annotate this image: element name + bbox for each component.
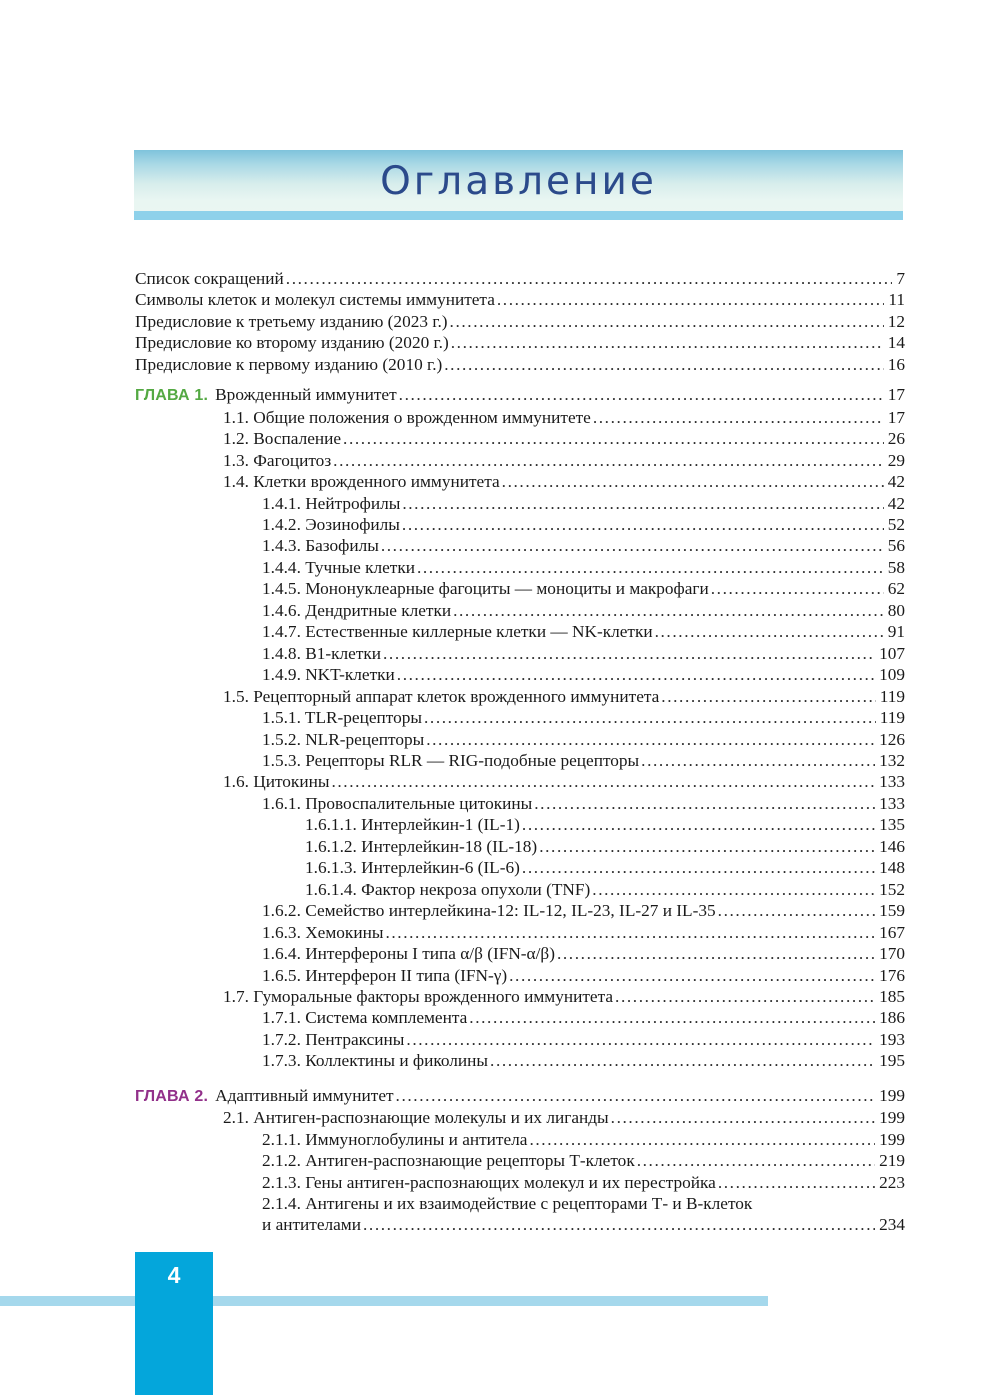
- dot-leader: [424, 707, 876, 728]
- dot-leader: [490, 1050, 875, 1071]
- dot-leader: [534, 793, 875, 814]
- banner-bottom-strip: [134, 211, 903, 220]
- toc-chapter-row: [135, 1085, 905, 1107]
- footer-band: [0, 1296, 768, 1306]
- dot-leader: [333, 450, 884, 471]
- dot-leader: [611, 1107, 875, 1128]
- toc-entry-title: 1.6.5. Интерферон II типа (IFN-γ): [262, 965, 508, 985]
- dot-leader: [450, 311, 884, 332]
- toc-chapter-row: [135, 384, 905, 406]
- toc-entry-page: 42: [887, 472, 905, 492]
- toc-entry-title: 1.6.2. Семейство интерлейкина-12: IL-12, IL-23, IL-27 и IL-35: [262, 901, 716, 921]
- toc-entry-page: 195: [879, 1051, 905, 1071]
- dot-leader: [383, 643, 875, 664]
- toc-row: [135, 600, 905, 621]
- toc-entry-page: 12: [887, 311, 905, 331]
- toc-row: [135, 407, 905, 428]
- toc-entry-page: 11: [888, 290, 905, 310]
- toc-entry-title: Адаптивный иммунитет: [215, 1085, 394, 1105]
- toc-entry-page: 133: [879, 793, 905, 813]
- toc-row: [135, 450, 905, 471]
- toc-list: [135, 268, 905, 1236]
- toc-entry-title: 1.6.1.4. Фактор некроза опухоли (TNF): [305, 879, 591, 899]
- toc-entry-page: 107: [879, 643, 905, 663]
- toc-row: [135, 793, 905, 814]
- toc-entry-page: 58: [887, 557, 905, 577]
- toc-entry-page: 56: [887, 536, 905, 556]
- toc-row: [135, 621, 905, 642]
- toc-entry-page: 219: [879, 1151, 905, 1171]
- toc-entry-page: 26: [887, 429, 905, 449]
- dot-leader: [718, 1172, 875, 1193]
- toc-entry-title: 1.6.1.1. Интерлейкин-1 (IL-1): [305, 815, 520, 835]
- toc-entry-title: 1.6.1.2. Интерлейкин-18 (IL-18): [305, 836, 538, 856]
- toc-entry-page: 132: [879, 750, 905, 770]
- toc-entry-page: 167: [879, 922, 905, 942]
- toc-row: [135, 771, 905, 792]
- toc-entry-page: 234: [879, 1215, 905, 1235]
- toc-entry-page: 152: [879, 879, 905, 899]
- toc-row: [135, 879, 905, 900]
- toc-entry-page: 199: [879, 1085, 905, 1105]
- toc-entry-page: 17: [887, 407, 905, 427]
- toc-entry-title: 1.4.7. Естественные киллерные клетки — NK-клетки: [262, 622, 653, 642]
- dot-leader: [406, 1029, 875, 1050]
- toc-row: [135, 1029, 905, 1050]
- toc-entry-title: 2.1.4. Антигены и их взаимодействие с рецепторами Т- и В-клеток: [262, 1194, 753, 1214]
- dot-leader: [637, 1150, 875, 1171]
- dot-leader: [522, 857, 875, 878]
- toc-entry-page: 29: [887, 450, 905, 470]
- toc-entry-page: 199: [879, 1108, 905, 1128]
- toc-entry-title: 1.4.8. B1-клетки: [262, 643, 382, 663]
- toc-entry-page: 42: [887, 493, 905, 513]
- dot-leader: [396, 1085, 876, 1106]
- toc-entry-page: 119: [879, 686, 905, 706]
- toc-row: [135, 1214, 905, 1235]
- toc-row: [135, 268, 905, 289]
- toc-row: [135, 493, 905, 514]
- page-title: Оглавление: [380, 158, 657, 204]
- toc-entry-page: 135: [879, 815, 905, 835]
- toc-entry-title: 1.4.2. Эозинофилы: [262, 514, 400, 534]
- footer-page-number-bar: [135, 1252, 213, 1395]
- toc-entry-page: 91: [887, 622, 905, 642]
- toc-entry-page: 7: [896, 269, 905, 288]
- toc-entry-page: 52: [887, 514, 905, 534]
- toc-entry-title: 1.4.6. Дендритные клетки: [262, 600, 452, 620]
- toc-entry-page: 146: [879, 836, 905, 856]
- dot-leader: [718, 900, 875, 921]
- toc-entry-title: 1.5.1. TLR-рецепторы: [262, 708, 422, 728]
- toc-entry-title: 1.6.1. Провоспалительные цитокины: [262, 793, 533, 813]
- toc-row: [135, 1193, 905, 1214]
- dot-leader: [399, 384, 884, 405]
- toc-row: [135, 1129, 905, 1150]
- toc-entry-title: 1.4.1. Нейтрофилы: [262, 493, 401, 513]
- toc-chapter-label: ГЛАВА 1.: [135, 387, 209, 405]
- toc-entry-page: 16: [887, 354, 905, 374]
- toc-row: [135, 857, 905, 878]
- toc-row: [135, 1172, 905, 1193]
- toc-row: [135, 965, 905, 986]
- toc-entry-title: 1.6.4. Интерфероны I типа α/β (IFN-α/β): [262, 944, 555, 964]
- toc-entry-page: 62: [887, 579, 905, 599]
- toc-entry-title: Список сокращений: [135, 269, 284, 288]
- dot-leader: [522, 814, 875, 835]
- toc-entry-page: 223: [879, 1172, 905, 1192]
- toc-row: [135, 289, 905, 310]
- toc-row: [135, 354, 905, 375]
- dot-leader: [402, 493, 883, 514]
- toc-row: [135, 471, 905, 492]
- toc-entry-title: 2.1.3. Гены антиген-распознающих молекул и их перестройка: [262, 1172, 716, 1192]
- toc-entry-title: 1.1. Общие положения о врожденном иммунитете: [223, 407, 591, 427]
- dot-leader: [497, 289, 884, 310]
- toc-entry-title: Предисловие к первому изданию (2010 г.): [135, 354, 443, 374]
- toc-row: [135, 943, 905, 964]
- toc-entry-title: 1.4. Клетки врожденного иммунитета: [223, 472, 500, 492]
- toc-row: [135, 814, 905, 835]
- dot-leader: [444, 354, 883, 375]
- toc-row: [135, 535, 905, 556]
- toc-entry-title: 1.2. Воспаление: [223, 429, 342, 449]
- toc-row: [135, 643, 905, 664]
- toc-entry-page: 80: [887, 600, 905, 620]
- toc-row: [135, 836, 905, 857]
- dot-leader: [453, 600, 884, 621]
- toc-entry-page: 133: [879, 772, 905, 792]
- toc-entry-title: 1.7.3. Коллектины и фиколины: [262, 1051, 489, 1071]
- toc-entry-page: 176: [879, 965, 905, 985]
- toc-row: [135, 729, 905, 750]
- toc-entry-page: 186: [879, 1008, 905, 1028]
- toc-row: [135, 428, 905, 449]
- dot-leader: [615, 986, 875, 1007]
- toc-entry-page: 17: [887, 385, 905, 405]
- toc-entry-page: 170: [879, 944, 905, 964]
- toc-entry-title: 1.4.3. Базофилы: [262, 536, 379, 556]
- toc-entry-title: 1.3. Фагоцитоз: [223, 450, 332, 470]
- toc-row: [135, 311, 905, 332]
- toc-entry-title: 1.5.2. NLR-рецепторы: [262, 729, 425, 749]
- toc-entry-title: 2.1.1. Иммуноглобулины и антитела: [262, 1129, 528, 1149]
- toc-entry-title: Врожденный иммунитет: [215, 385, 397, 405]
- toc-row: [135, 922, 905, 943]
- dot-leader: [469, 1007, 875, 1028]
- toc-row: [135, 686, 905, 707]
- toc-entry-page: 14: [887, 333, 905, 353]
- toc-entry-title: 1.7.1. Система комплемента: [262, 1008, 468, 1028]
- page-header-banner: [134, 150, 903, 220]
- toc-entry-page: 126: [879, 729, 905, 749]
- dot-leader: [711, 578, 884, 599]
- toc-entry-title: 1.7.2. Пентраксины: [262, 1029, 405, 1049]
- page-number: 4: [167, 1262, 181, 1288]
- dot-leader: [451, 332, 884, 353]
- dot-leader: [502, 471, 884, 492]
- toc-row: [135, 514, 905, 535]
- dot-leader: [343, 428, 884, 449]
- toc-entry-page: 159: [879, 901, 905, 921]
- toc-row: [135, 578, 905, 599]
- dot-leader: [402, 514, 884, 535]
- dot-leader: [557, 943, 875, 964]
- toc-row: [135, 1107, 905, 1128]
- toc-chapter-label: ГЛАВА 2.: [135, 1087, 209, 1105]
- toc-row: [135, 664, 905, 685]
- dot-leader: [363, 1214, 875, 1235]
- toc-entry-title: 1.5. Рецепторный аппарат клеток врожденного иммунитета: [223, 686, 660, 706]
- toc-entry-title: 1.4.4. Тучные клетки: [262, 557, 415, 577]
- dot-leader: [592, 879, 875, 900]
- toc-entry-page: 148: [879, 858, 905, 878]
- toc-entry-page: 109: [879, 665, 905, 685]
- toc-row: [135, 557, 905, 578]
- toc-entry-title: 1.6. Цитокины: [223, 772, 330, 792]
- dot-leader: [641, 750, 875, 771]
- toc-entry-title: 1.4.9. NKT-клетки: [262, 665, 395, 685]
- dot-leader: [661, 686, 875, 707]
- toc-entry-title: 1.5.3. Рецепторы RLR — RIG-подобные рецепторы: [262, 750, 640, 770]
- toc-row: [135, 986, 905, 1007]
- toc-entry-title: Символы клеток и молекул системы иммунитета: [135, 290, 495, 310]
- toc-entry-title: Предисловие ко второму изданию (2020 г.): [135, 333, 449, 353]
- dot-leader: [426, 729, 875, 750]
- toc-entry-title: и антителами: [262, 1215, 361, 1235]
- dot-leader: [509, 965, 875, 986]
- dot-leader: [385, 922, 875, 943]
- toc-entry-title: 2.1.2. Антиген-распознающие рецепторы Т-клеток: [262, 1151, 635, 1171]
- toc-entry-title: 1.7. Гуморальные факторы врожденного иммунитета: [223, 986, 614, 1006]
- toc-entry-title: 1.6.1.3. Интерлейкин-6 (IL-6): [305, 858, 520, 878]
- toc-entry-page: 119: [879, 708, 905, 728]
- dot-leader: [529, 1129, 875, 1150]
- toc-row: [135, 900, 905, 921]
- toc-row: [135, 1007, 905, 1028]
- toc-entry-title: Предисловие к третьему изданию (2023 г.): [135, 311, 448, 331]
- dot-leader: [417, 557, 884, 578]
- dot-leader: [655, 621, 884, 642]
- toc-row: [135, 332, 905, 353]
- toc-row: [135, 750, 905, 771]
- toc-entry-page: 199: [879, 1129, 905, 1149]
- toc-entry-title: 1.4.5. Мононуклеарные фагоциты — моноциты и макрофаги: [262, 579, 709, 599]
- toc-entry-title: 1.6.3. Хемокины: [262, 922, 384, 942]
- toc-row: [135, 1150, 905, 1171]
- toc-row: [135, 1050, 905, 1071]
- toc-entry-title: 2.1. Антиген-распознающие молекулы и их лиганды: [223, 1108, 609, 1128]
- dot-leader: [331, 771, 875, 792]
- dot-leader: [593, 407, 884, 428]
- dot-leader: [539, 836, 875, 857]
- dot-leader: [381, 535, 884, 556]
- toc-entry-page: 193: [879, 1029, 905, 1049]
- dot-leader: [397, 664, 875, 685]
- toc-entry-page: 185: [879, 986, 905, 1006]
- dot-leader: [286, 268, 893, 289]
- toc-row: [135, 707, 905, 728]
